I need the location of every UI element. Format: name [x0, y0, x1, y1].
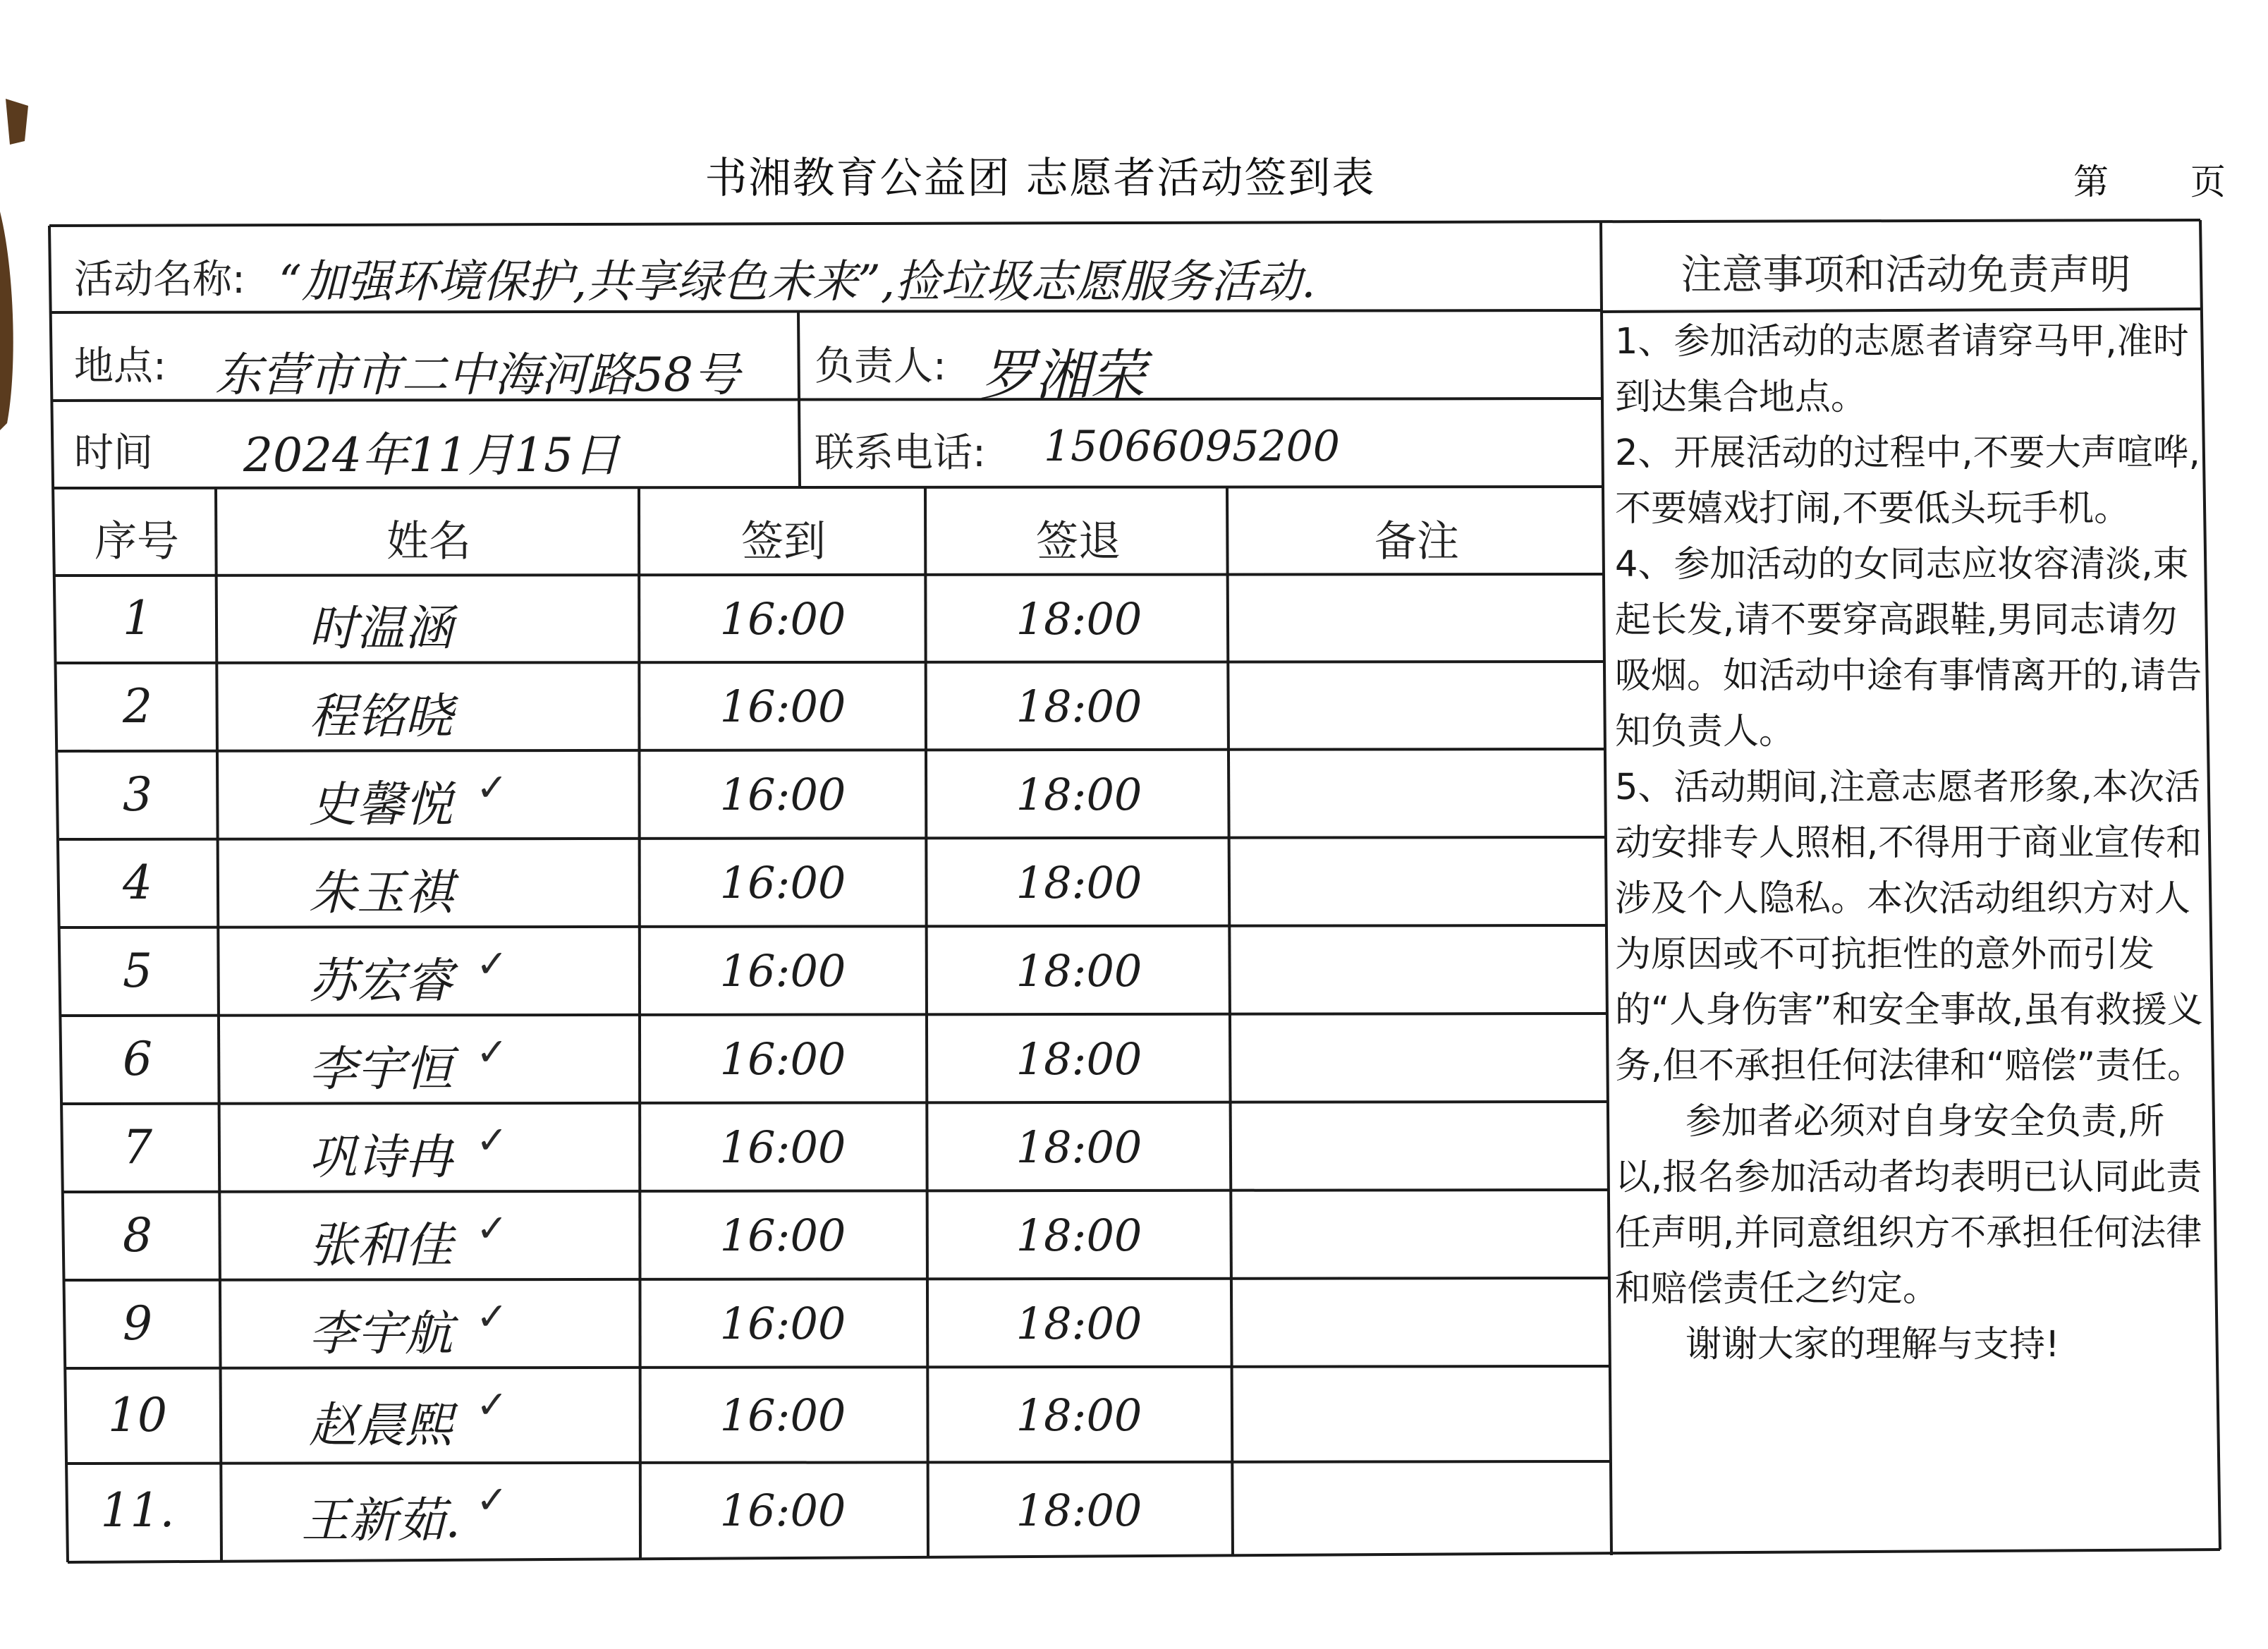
row-sign-in: 16:00 — [719, 681, 846, 733]
row-name: 朱玉祺 — [308, 865, 453, 921]
checkmark-icon: ✓ — [476, 1030, 508, 1074]
scan-edge-mark-top — [6, 99, 28, 145]
row-name: 时温涵 — [308, 601, 453, 657]
row-sign-out: 18:00 — [1016, 1298, 1142, 1350]
header-sign-out: 签退 — [1036, 517, 1121, 566]
row-name: 程铭晓 — [308, 688, 453, 745]
header-name: 姓名 — [386, 517, 471, 566]
row-sign-in: 16:00 — [719, 769, 846, 821]
row-number: 4 — [123, 855, 152, 910]
checkmark-icon: ✓ — [476, 1206, 508, 1251]
row-sign-out: 18:00 — [1016, 1210, 1142, 1262]
activity-name-value: “加强环境保护,共享绿色未来”,捡垃圾志愿服务活动. — [279, 256, 1316, 308]
checkmark-icon: ✓ — [476, 1294, 508, 1339]
note-item-5: 5、活动期间,注意志愿者形象,本次活动安排专人照相,不得用于商业宣传和涉及个人隐私。本次活动组织方对人为原因或不可抗拒性的意外而引发的“人身伤害”和安全事故,虽有救援义务,但不承担任何法律和“赔偿”责任。 — [1615, 767, 2204, 1087]
phone-value: 15066095200 — [1044, 422, 1340, 471]
header-sign-in: 签到 — [741, 517, 826, 566]
row-name: 苏宏睿 — [308, 953, 453, 1009]
row-number: 2 — [123, 679, 152, 734]
row-sign-out: 18:00 — [1016, 945, 1142, 997]
note-item-4: 4、参加活动的女同志应妆容清淡,束起长发,请不要穿高跟鞋,男同志请勿吸烟。如活动中途有事情离开的,请告知负责人。 — [1615, 544, 2202, 753]
phone-label: 联系电话: — [815, 430, 986, 476]
checkmark-icon: ✓ — [476, 942, 508, 986]
row-number: 5 — [123, 943, 152, 998]
checkmark-icon: ✓ — [476, 1478, 508, 1522]
row-name: 李宇恒 — [308, 1041, 453, 1097]
note-item-2: 2、开展活动的过程中,不要大声喧哗,不要嬉戏打闹,不要低头玩手机。 — [1615, 432, 2200, 530]
checkmark-icon: ✓ — [476, 765, 508, 810]
row-sign-out: 18:00 — [1016, 592, 1142, 645]
note-item-1: 1、参加活动的志愿者请穿马甲,准时到达集合地点。 — [1615, 321, 2189, 418]
row-sign-in: 16:00 — [719, 1033, 846, 1085]
time-value: 2024年11月15日 — [243, 428, 620, 482]
checkmark-icon: ✓ — [476, 1382, 508, 1427]
row-sign-in: 16:00 — [719, 857, 846, 909]
checkmark-icon: ✓ — [476, 1118, 508, 1162]
row-sign-in: 16:00 — [719, 1121, 846, 1174]
row-number: 6 — [123, 1031, 152, 1086]
header-remarks: 备注 — [1374, 517, 1459, 566]
row-sign-in: 16:00 — [719, 945, 846, 997]
time-label: 时间 — [74, 430, 153, 476]
row-number: 8 — [123, 1207, 152, 1262]
row-number: 11. — [100, 1483, 175, 1538]
row-sign-out: 18:00 — [1016, 1485, 1142, 1537]
page-title: 书湘教育公益团 志愿者活动签到表 — [705, 154, 1376, 203]
row-sign-in: 16:00 — [719, 1298, 846, 1350]
row-sign-in: 16:00 — [719, 1210, 846, 1262]
activity-name-label: 活动名称: — [74, 257, 245, 303]
row-name: 王新茹. — [301, 1492, 461, 1549]
notes-thanks: 谢谢大家的理解与支持! — [1685, 1324, 2060, 1365]
row-number: 9 — [123, 1296, 152, 1351]
row-name: 张和佳 — [308, 1217, 453, 1274]
row-sign-out: 18:00 — [1016, 1121, 1142, 1174]
row-name: 史馨悦 — [308, 777, 453, 833]
row-sign-out: 18:00 — [1016, 1389, 1142, 1442]
leader-label: 负责人: — [815, 343, 946, 389]
location-label: 地点: — [74, 343, 166, 389]
row-number: 1 — [123, 591, 152, 646]
row-sign-out: 18:00 — [1016, 1033, 1142, 1085]
row-sign-in: 16:00 — [719, 1389, 846, 1442]
row-number: 10 — [108, 1387, 167, 1442]
header-number: 序号 — [94, 517, 179, 566]
row-sign-in: 16:00 — [719, 1485, 846, 1537]
row-sign-in: 16:00 — [719, 592, 846, 645]
notes-closing: 参加者必须对自身安全负责,所以,报名参加活动者均表明已认同此责任声明,并同意组织方不承担任何法律和赔偿责任之约定。 — [1615, 1101, 2202, 1310]
row-name: 李宇航 — [308, 1306, 453, 1362]
row-sign-out: 18:00 — [1016, 681, 1142, 733]
row-name: 巩诗冉 — [308, 1129, 453, 1186]
notes-body — [1615, 314, 2207, 1373]
leader-value: 罗湘荣 — [980, 344, 1146, 408]
page-number-label: 第 页 — [2073, 162, 2261, 202]
notes-heading: 注意事项和活动免责声明 — [1681, 250, 2131, 298]
row-sign-out: 18:00 — [1016, 857, 1142, 909]
row-sign-out: 18:00 — [1016, 769, 1142, 821]
row-name: 赵晨熙 — [308, 1397, 453, 1454]
row-number: 7 — [123, 1119, 152, 1174]
row-number: 3 — [123, 767, 152, 822]
location-value: 东营市市二中海河路58号 — [215, 348, 740, 402]
scan-edge-mark — [0, 212, 13, 430]
